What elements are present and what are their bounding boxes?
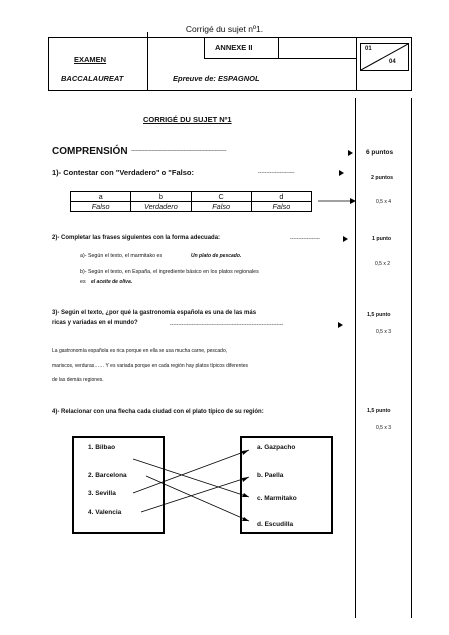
q1-answer-d: Falso: [251, 202, 311, 212]
q1-answer-b: Verdadero: [131, 202, 191, 212]
section-dashes: -----------------------------------------------------------------: [131, 148, 227, 154]
q2-a-text: a)- Según el texto, el marmitako es: [80, 253, 163, 259]
q3-detail: 0,5 x 3: [376, 329, 392, 335]
dish-c: c. Marmitako: [257, 495, 297, 502]
q2-a-answer: Un plato de pescado.: [191, 253, 242, 259]
q1-header-d: d: [251, 192, 311, 202]
q1-answer-c: Falso: [191, 202, 251, 212]
examen-label: EXAMEN: [74, 55, 107, 64]
page-total: 04: [389, 59, 396, 65]
q1-detail: 0,5 x 4: [376, 199, 392, 205]
q1-points: 2 puntos: [371, 175, 394, 181]
q2-detail: 0,5 x 2: [375, 261, 391, 267]
city-1: 1. Bilbao: [88, 444, 116, 451]
q1-header-c: C: [191, 192, 251, 202]
q3-dashes: --------------------------------------------------------------------: [170, 322, 284, 328]
document-title: Corrigé du sujet nº1.: [185, 24, 264, 34]
dish-d: d. Escudilla: [257, 521, 294, 528]
q3-line2: ricas y variadas en el mundo?: [52, 320, 138, 326]
epreuve-label: Epreuve de: ESPAGNOL: [173, 74, 260, 83]
q2-label: 2)- Completar las frases siguientes con la forma adecuada:: [52, 235, 221, 241]
annexe-label: ANNEXE II: [215, 43, 253, 52]
dish-b: b. Paella: [257, 472, 284, 479]
q3-line1: 3)- Según el texto, ¿por qué la gastronomía española es una de las más: [52, 310, 257, 316]
q3-answer-line3: de las demás regiones.: [52, 377, 104, 383]
page-num: 01: [365, 46, 372, 52]
q1-dashes: ----------------------: [258, 170, 295, 176]
q3-answer-line1: La gastronomía española es rica porque en ella se usa mucha carne, pescado,: [52, 348, 228, 354]
section-points: 6 puntos: [366, 149, 394, 156]
q2-points: 1 punto: [372, 236, 392, 242]
q1-header-b: b: [131, 192, 191, 202]
q4-points: 1,5 punto: [367, 408, 391, 414]
q1-label: 1)- Contestar con "Verdadero" o "Falso:: [52, 168, 194, 177]
q4-label: 4)- Relacionar con una flecha cada ciudad con el plato típico de su región:: [52, 409, 264, 415]
q1-header-a: a: [71, 192, 131, 202]
q2-dashes: ------------------: [290, 236, 320, 242]
q2-b-cont: es: [80, 279, 86, 285]
arrow-sevilla-gazpacho: [133, 450, 249, 493]
arrow-valencia-paella: [141, 477, 249, 512]
q2-b-text: b)- Según el texto, en España, el ingrediente básico en los platos regionales: [80, 269, 259, 275]
corrige-title: CORRIGÉ DU SUJET Nº1: [143, 115, 232, 124]
city-3: 3. Sevilla: [88, 490, 116, 497]
dish-a: a. Gazpacho: [257, 444, 296, 451]
q3-points: 1,5 punto: [367, 312, 391, 318]
city-4: 4. Valencia: [88, 509, 122, 516]
q2-b-answer: el aceite de oliva.: [91, 279, 133, 285]
q1-answer-a: Falso: [71, 202, 131, 212]
bac-label: BACCALAUREAT: [61, 74, 124, 83]
q4-detail: 0,5 x 3: [376, 425, 392, 431]
city-2: 2. Barcelona: [88, 472, 127, 479]
section-label: COMPRENSIÓN: [52, 146, 128, 157]
q3-answer-line2: mariscos, verduras…… Y es variada porque en cada región hay platos típicos diferentes: [52, 363, 249, 369]
